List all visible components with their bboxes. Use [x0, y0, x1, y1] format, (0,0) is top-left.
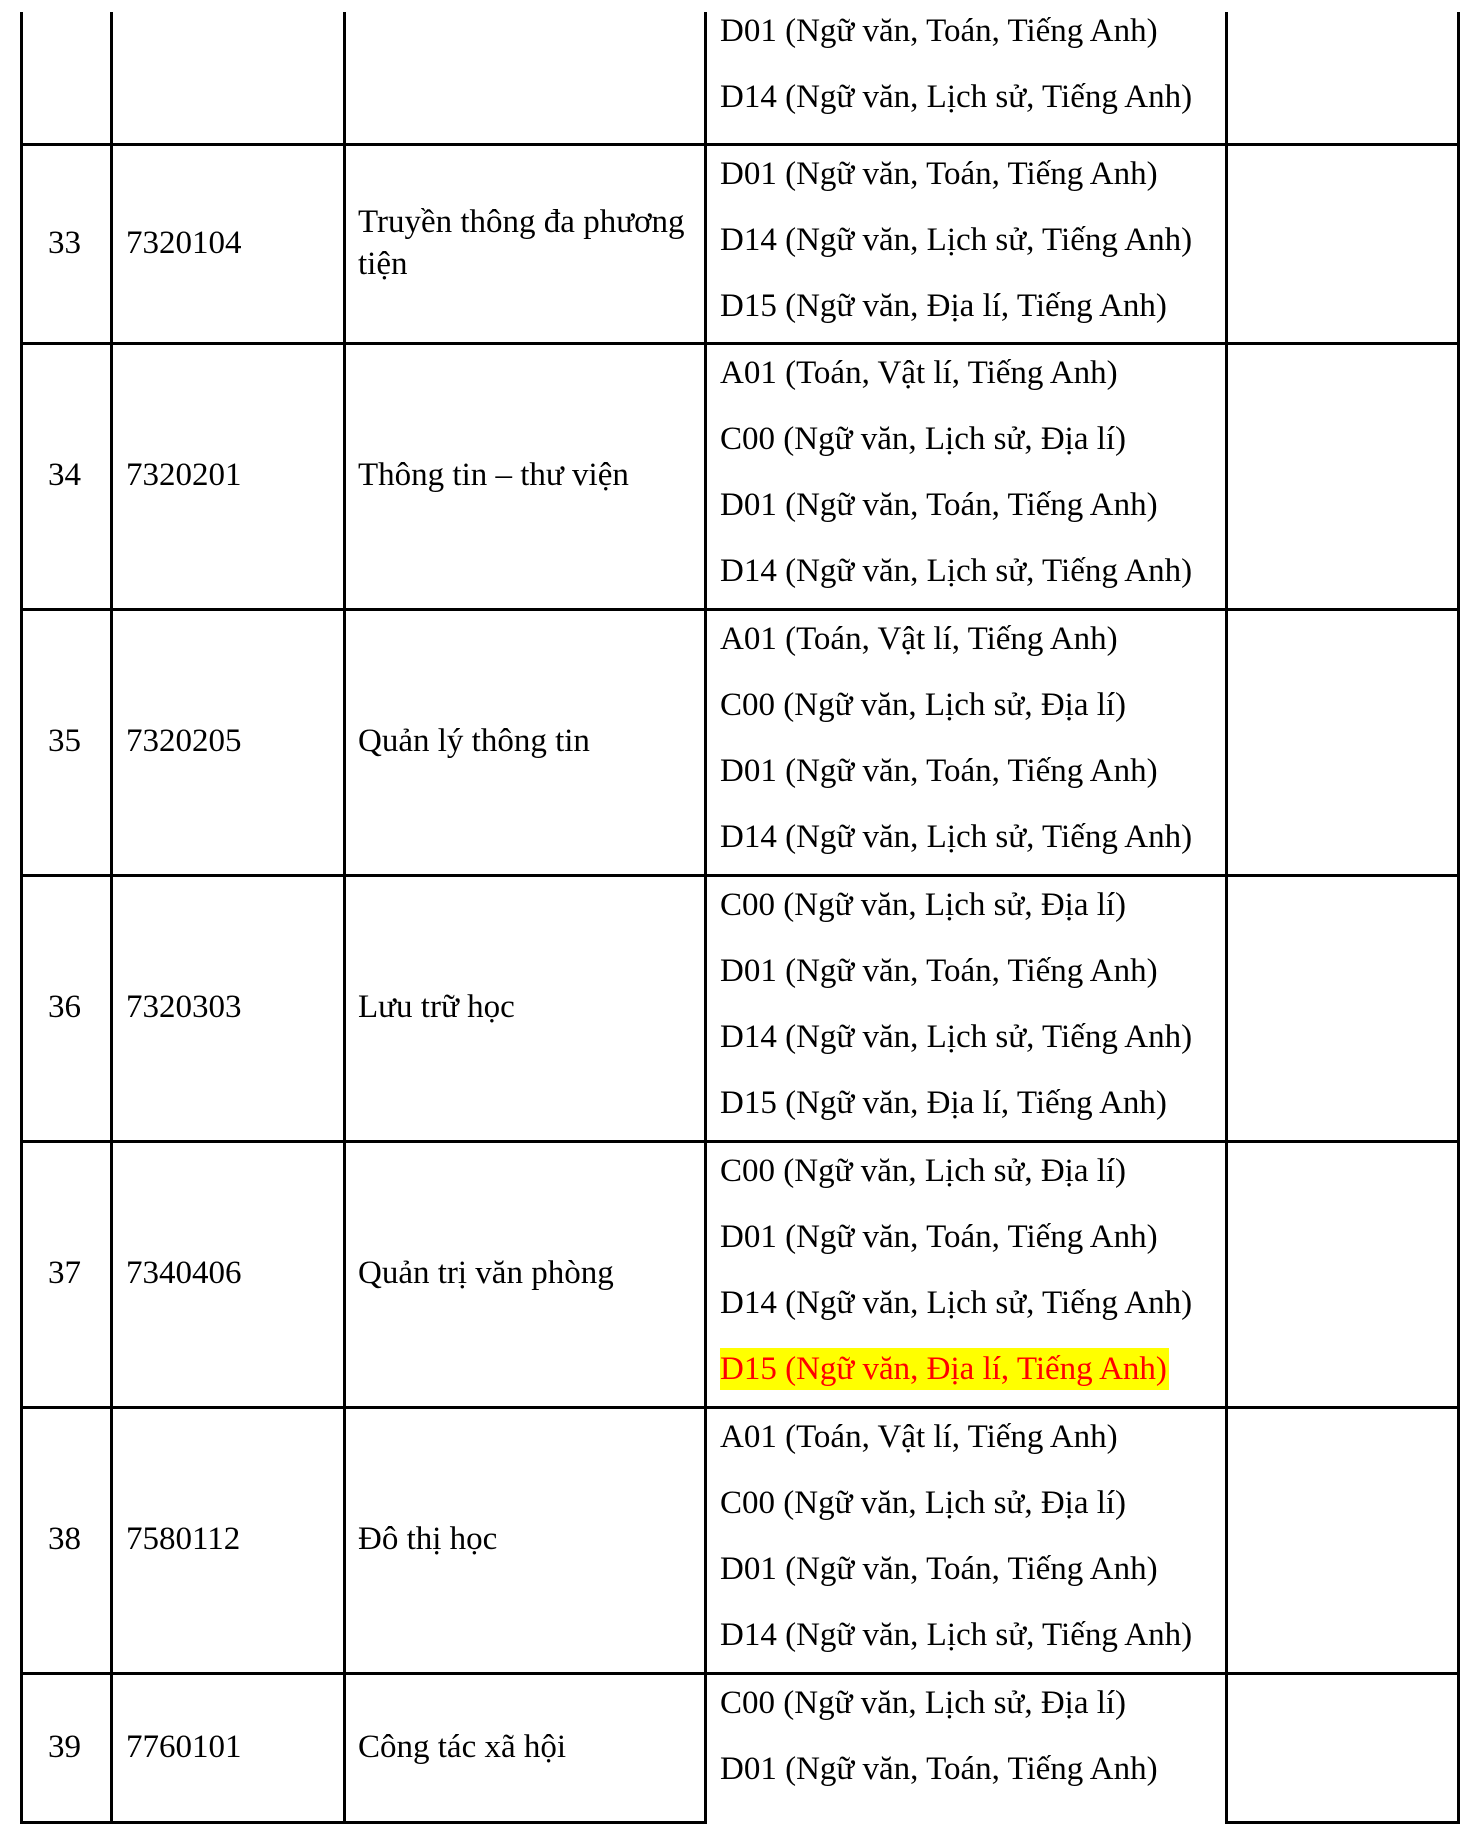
subject-combination: D01 (Ngữ văn, Toán, Tiếng Anh) — [720, 487, 1158, 523]
cell-major-name: Quản trị văn phòng — [358, 1255, 614, 1291]
column-border-code — [343, 12, 346, 1824]
subject-combination: D15 (Ngữ văn, Địa lí, Tiếng Anh) — [720, 1085, 1167, 1121]
subject-combination: C00 (Ngữ văn, Lịch sử, Địa lí) — [720, 421, 1127, 457]
row-separator — [20, 608, 1460, 611]
subject-combination: C00 (Ngữ văn, Lịch sử, Địa lí) — [720, 1153, 1127, 1189]
subject-combination: D01 (Ngữ văn, Toán, Tiếng Anh) — [720, 953, 1158, 989]
subject-combination: D01 (Ngữ văn, Toán, Tiếng Anh) — [720, 753, 1158, 789]
subject-combination: A01 (Toán, Vật lí, Tiếng Anh) — [720, 621, 1118, 657]
cell-stt: 39 — [48, 1728, 81, 1765]
cell-stt: 35 — [48, 723, 81, 759]
subject-combination: D14 (Ngữ văn, Lịch sử, Tiếng Anh) — [720, 1617, 1193, 1653]
subject-combination: C00 (Ngữ văn, Lịch sử, Địa lí) — [720, 887, 1127, 923]
subject-combination: C00 (Ngữ văn, Lịch sử, Địa lí) — [720, 1685, 1127, 1721]
subject-combination: D01 (Ngữ văn, Toán, Tiếng Anh) — [720, 156, 1158, 192]
row-separator — [20, 1140, 1460, 1143]
cell-major-code: 7320104 — [126, 224, 242, 261]
row-separator — [20, 874, 1460, 877]
cell-major-code: 7580112 — [126, 1521, 241, 1557]
cell-stt: 38 — [48, 1521, 81, 1557]
subject-combination: D01 (Ngữ văn, Toán, Tiếng Anh) — [720, 13, 1158, 49]
subject-combination: C00 (Ngữ văn, Lịch sử, Địa lí) — [720, 687, 1127, 723]
subject-combination: D14 (Ngữ văn, Lịch sử, Tiếng Anh) — [720, 1285, 1193, 1321]
cell-major-code: 7320201 — [126, 457, 242, 493]
cell-major-code: 7320303 — [126, 989, 242, 1025]
cell-major-name: Lưu trữ học — [358, 989, 515, 1025]
row-separator — [20, 1672, 1460, 1675]
subject-combination: A01 (Toán, Vật lí, Tiếng Anh) — [720, 355, 1118, 391]
cell-major-name: Đô thị học — [358, 1521, 498, 1557]
subject-combination: D14 (Ngữ văn, Lịch sử, Tiếng Anh) — [720, 1019, 1193, 1055]
subject-combination: D14 (Ngữ văn, Lịch sử, Tiếng Anh) — [720, 222, 1193, 258]
subject-combination: D01 (Ngữ văn, Toán, Tiếng Anh) — [720, 1551, 1158, 1587]
subject-combination-highlighted: D15 (Ngữ văn, Địa lí, Tiếng Anh) — [720, 1348, 1169, 1390]
row-separator — [20, 1406, 1460, 1409]
cell-major-name: Thông tin – thư viện — [358, 457, 629, 493]
cell-major-name: Truyền thông đa phương tiện — [358, 203, 685, 282]
column-border-left — [20, 12, 23, 1824]
cell-stt: 37 — [48, 1255, 81, 1291]
column-border-name — [704, 12, 707, 1824]
column-border-stt — [110, 12, 113, 1824]
row-separator — [20, 143, 1460, 146]
cell-stt: 36 — [48, 989, 81, 1025]
subject-combination: D01 (Ngữ văn, Toán, Tiếng Anh) — [720, 1219, 1158, 1255]
cell-major-code: 7320205 — [126, 723, 242, 759]
subject-combination: D14 (Ngữ văn, Lịch sử, Tiếng Anh) — [720, 553, 1193, 589]
subject-combination: D14 (Ngữ văn, Lịch sử, Tiếng Anh) — [720, 79, 1193, 115]
cell-stt: 34 — [48, 457, 81, 493]
subject-combination: D01 (Ngữ văn, Toán, Tiếng Anh) — [720, 1751, 1158, 1787]
subject-combination: D14 (Ngữ văn, Lịch sử, Tiếng Anh) — [720, 819, 1193, 855]
row-separator — [20, 342, 1460, 345]
subject-combination: A01 (Toán, Vật lí, Tiếng Anh) — [720, 1419, 1118, 1455]
cell-major-code: 7760101 — [126, 1728, 242, 1765]
column-border-right — [1457, 12, 1460, 1824]
column-border-combos — [1225, 12, 1228, 1824]
cell-major-name: Quản lý thông tin — [358, 723, 590, 759]
cell-stt: 33 — [48, 224, 81, 261]
subject-combination: C00 (Ngữ văn, Lịch sử, Địa lí) — [720, 1485, 1127, 1521]
cell-major-name: Công tác xã hội — [358, 1728, 567, 1765]
subject-combination: D15 (Ngữ văn, Địa lí, Tiếng Anh) — [720, 288, 1167, 324]
cell-major-code: 7340406 — [126, 1255, 242, 1291]
